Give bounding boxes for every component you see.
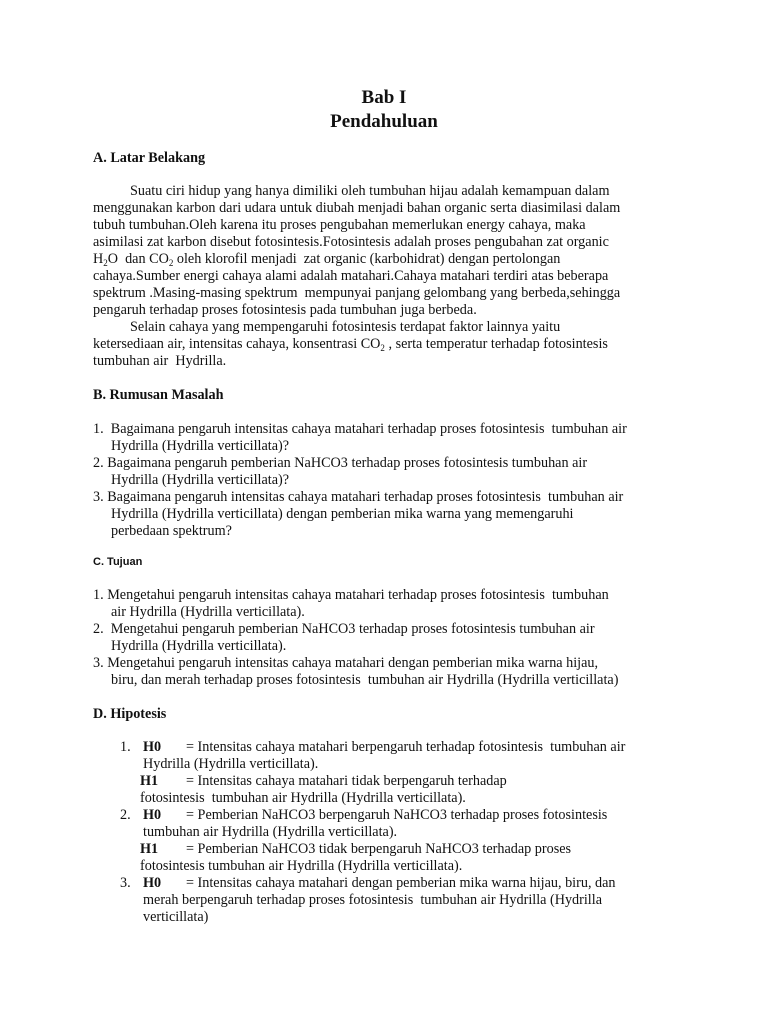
paragraph-line: tumbuhan air Hydrilla. [93, 353, 227, 369]
hypothesis-h0-cont: verticillata) [143, 909, 209, 925]
paragraph-text: , serta temperatur terhadap fotosintesis [384, 336, 608, 352]
hypothesis-number: 2. [120, 807, 131, 823]
hypothesis-h0-text: = Intensitas cahaya matahari berpengaruh terhadap fotosintesis tumbuhan air [186, 739, 626, 755]
hypothesis-number: 3. [120, 875, 131, 891]
hypothesis-h1-text: = Pemberian NaHCO3 tidak berpengaruh NaHCO3 terhadap proses [186, 841, 572, 857]
h1-label: H1 [140, 841, 159, 857]
section-b-heading: B. Rumusan Masalah [93, 387, 224, 403]
paragraph-text: ketersediaan air, intensitas cahaya, konsentrasi CO [93, 336, 381, 352]
list-item: 2. Mengetahui pengaruh pemberian NaHCO3 terhadap proses fotosintesis tumbuhan air [93, 621, 595, 637]
list-item-cont: air Hydrilla (Hydrilla verticillata). [111, 604, 305, 620]
paragraph-line: Suatu ciri hidup yang hanya dimiliki oleh tumbuhan hijau adalah kemampuan dalam [130, 183, 610, 199]
chapter-subtitle: Pendahuluan [330, 111, 438, 132]
paragraph-line: asimilasi zat karbon disebut fotosintesis.Fotosintesis adalah proses pengubahan zat organic [93, 234, 609, 250]
paragraph-line [93, 251, 560, 268]
list-item: 2. Bagaimana pengaruh pemberian NaHCO3 terhadap proses fotosintesis tumbuhan air [93, 455, 588, 471]
list-item-cont: Hydrilla (Hydrilla verticillata)? [111, 438, 290, 454]
list-item-cont: Hydrilla (Hydrilla verticillata) dengan pemberian mika warna yang memengaruhi [111, 506, 574, 522]
paragraph-line: menggunakan karbon dari udara untuk diubah menjadi bahan organic serta diasimilasi dalam [93, 200, 621, 216]
hypothesis-h0-cont: merah berpengaruh terhadap proses fotosintesis tumbuhan air Hydrilla (Hydrilla [143, 892, 602, 908]
h0-label: H0 [143, 739, 162, 755]
list-item-cont: perbedaan spektrum? [111, 523, 232, 539]
list-item-cont: Hydrilla (Hydrilla verticillata)? [111, 472, 290, 488]
hypothesis-h1-cont: fotosintesis tumbuhan air Hydrilla (Hydrilla verticillata). [140, 858, 463, 874]
section-d-heading: D. Hipotesis [93, 706, 167, 722]
paragraph-line: cahaya.Sumber energi cahaya alami adalah matahari.Cahaya matahari terdiri atas beberapa [93, 268, 609, 284]
subscript: 2 [103, 258, 108, 268]
h1-label: H1 [140, 773, 159, 789]
paragraph-line [93, 336, 608, 353]
h0-label: H0 [143, 875, 162, 891]
hypothesis-h0-cont: tumbuhan air Hydrilla (Hydrilla verticillata). [143, 824, 398, 840]
paragraph-text: oleh klorofil menjadi zat organic (karbohidrat) dengan pertolongan [173, 251, 561, 267]
hypothesis-h1-cont: fotosintesis tumbuhan air Hydrilla (Hydrilla verticillata). [140, 790, 466, 806]
hypothesis-h0-line [143, 739, 161, 756]
list-item: 1. Mengetahui pengaruh intensitas cahaya matahari terhadap proses fotosintesis tumbuhan [93, 587, 609, 603]
formula-text: O dan CO [107, 251, 169, 267]
chapter-title: Bab I [361, 87, 407, 108]
subscript: 2 [168, 258, 174, 268]
list-item: 3. Mengetahui pengaruh intensitas cahaya matahari dengan pemberian mika warna hijau, [93, 655, 599, 671]
list-item-cont: Hydrilla (Hydrilla verticillata). [111, 638, 287, 654]
paragraph-line: pengaruh terhadap proses fotosintesis pada tumbuhan juga berbeda. [93, 302, 477, 318]
list-item: 1. Bagaimana pengaruh intensitas cahaya matahari terhadap proses fotosintesis tumbuhan air [93, 421, 627, 437]
hypothesis-h1-line [140, 773, 158, 790]
hypothesis-h1-line [140, 841, 158, 858]
section-a-heading: A. Latar Belakang [93, 150, 206, 166]
hypothesis-h0-text: = Intensitas cahaya matahari dengan pemberian mika warna hijau, biru, dan [186, 875, 616, 891]
list-item-cont: biru, dan merah terhadap proses fotosintesis tumbuhan air Hydrilla (Hydrilla verticillata) [111, 672, 619, 688]
h0-label: H0 [143, 807, 162, 823]
list-item: 3. Bagaimana pengaruh intensitas cahaya matahari terhadap proses fotosintesis tumbuhan air [93, 489, 624, 505]
hypothesis-h1-text: = Intensitas cahaya matahari tidak berpengaruh terhadap [186, 773, 507, 789]
section-c-heading: C. Tujuan [93, 556, 143, 568]
hypothesis-h0-text: = Pemberian NaHCO3 berpengaruh NaHCO3 terhadap proses fotosintesis [186, 807, 608, 823]
hypothesis-h0-line [143, 807, 161, 824]
paragraph-line: tubuh tumbuhan.Oleh karena itu proses pengubahan memerlukan energy cahaya, maka [93, 217, 586, 233]
paragraph-line: Selain cahaya yang mempengaruhi fotosintesis terdapat faktor lainnya yaitu [130, 319, 561, 335]
hypothesis-number: 1. [120, 739, 131, 755]
formula-h: H [93, 251, 104, 267]
hypothesis-h0-cont: Hydrilla (Hydrilla verticillata). [143, 756, 319, 772]
paragraph-line: spektrum .Masing-masing spektrum mempunyai panjang gelombang yang berbeda,sehingga [93, 285, 621, 301]
subscript: 2 [380, 343, 385, 353]
hypothesis-h0-line [143, 875, 161, 892]
